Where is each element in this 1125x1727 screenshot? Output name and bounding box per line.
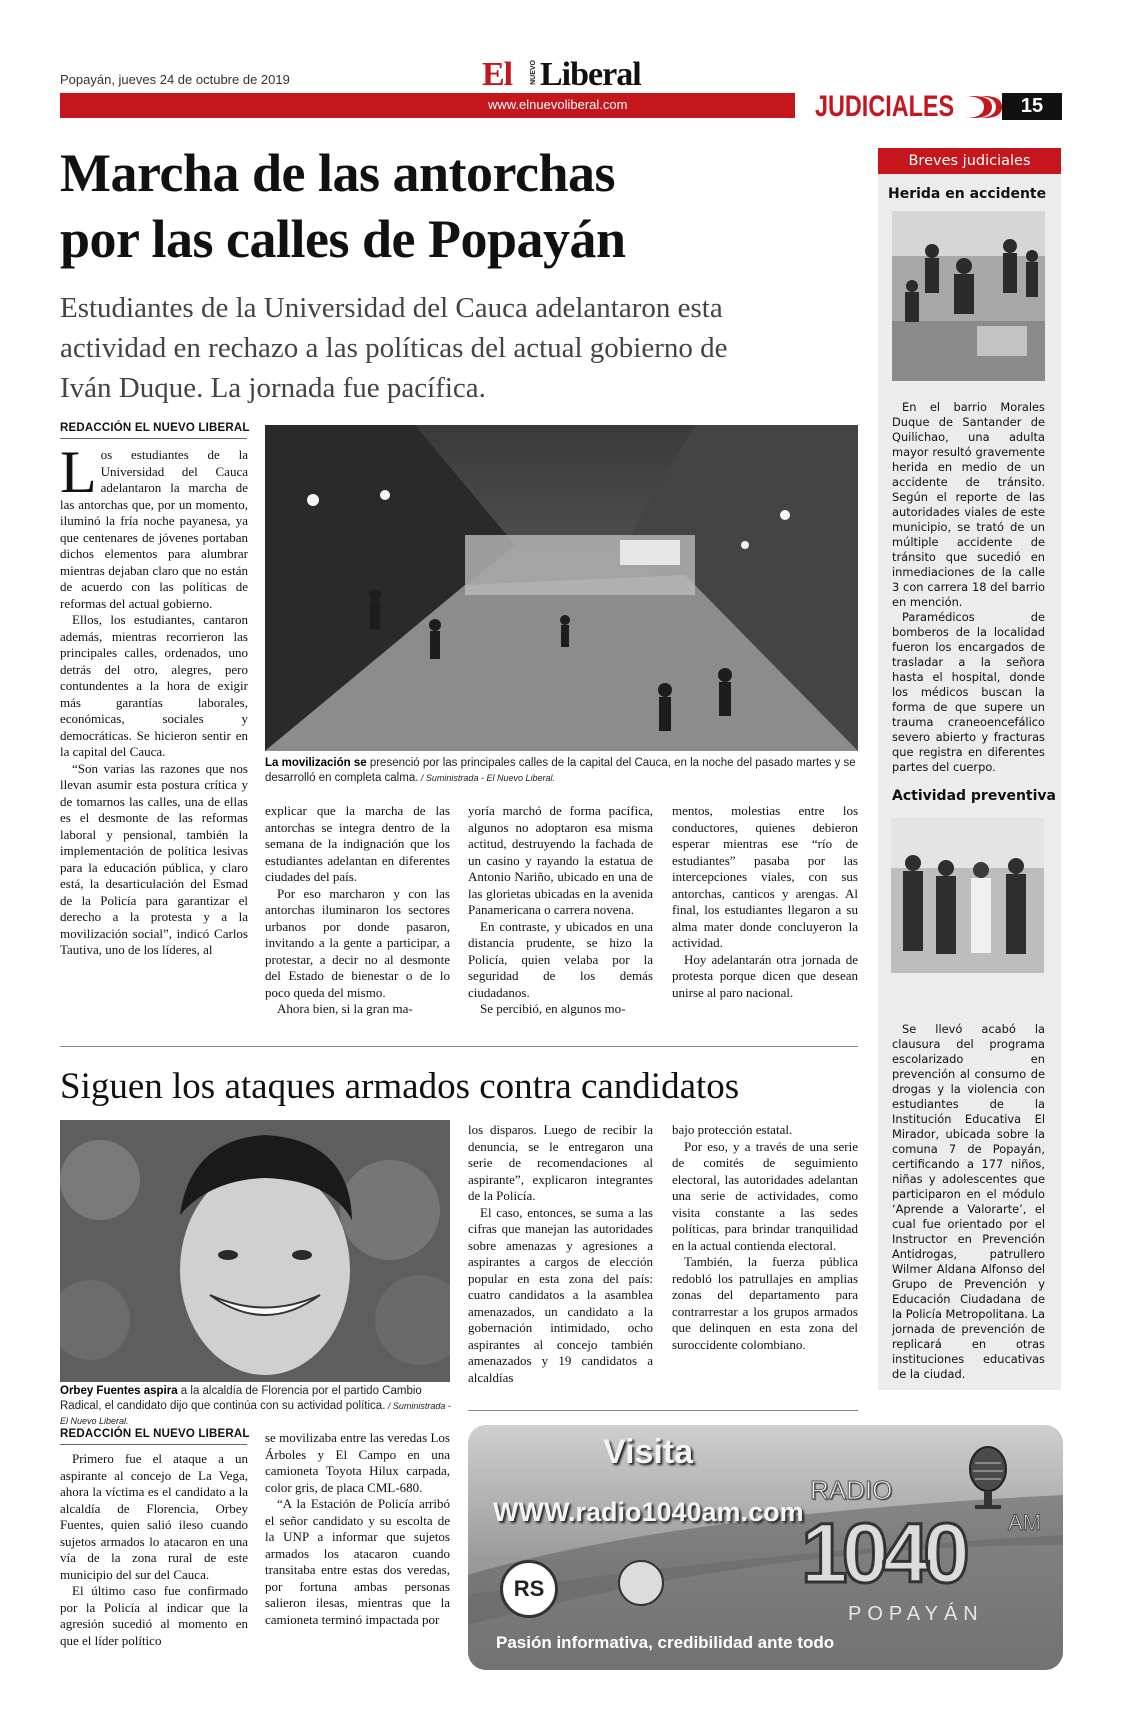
accident-photo [892, 211, 1045, 381]
byline-rule [60, 1444, 247, 1445]
paragraph-text: os estudiantes de la Universidad del Cauca adelantaron la marcha de las antorchas que, por un momento, iluminó la fría noche payanesa, ya que centenares de jóvenes portaban dichos elementos para alumbrar mientras dejaban claro que no están de acuerdo con las políticas de reformas del actual gobierno. [60, 447, 248, 611]
article2-byline: REDACCIÓN EL NUEVO LIBERAL [60, 1428, 250, 1440]
candidate-photo-image [60, 1120, 450, 1382]
page-number: 15 [1002, 93, 1062, 120]
ad-visita: Visita [603, 1433, 694, 1471]
issue-date: Popayán, jueves 24 de octubre de 2019 [60, 72, 290, 87]
caption-text: presenció por las principales calles de la capital del Cauca, en la noche del pasado martes y se desarrolló en completa calma. [265, 757, 856, 784]
dropcap: L [60, 439, 97, 505]
brief-text [892, 1022, 1045, 1382]
rs-logo: RS [500, 1560, 558, 1618]
paragraph: En contraste, y ubicados en una distancia prudente, se hizo la Policía, quien velaba por la seguridad de los demás ciudadanos. [468, 918, 653, 1000]
article2-column-3 [468, 1122, 653, 1386]
ad-frequency: 1040 [801, 1506, 964, 1600]
logo-liberal: Liberal [540, 56, 641, 93]
march-photo [265, 425, 858, 751]
deck-line-1: Estudiantes de la Universidad del Cauca adelantaron esta [60, 292, 723, 324]
article-divider [60, 1046, 858, 1047]
article2-headline: Siguen los ataques armados contra candidatos [60, 1066, 740, 1107]
candidate-photo [60, 1120, 450, 1382]
paragraph: “Son varias las razones que nos llevan asumir esta postura crítica y de tomarnos las calles, una de ellas es el desmonte de las reformas laboral y pensional, también la implementación de política lesivas para la educación pública, y claro está, la desarticulación del Esmad de la Policía para garantizar el derecho a la protesta y a la movilización social”, indicó Carlos Tautiva, uno de los líderes, al [60, 760, 248, 957]
section-title: JUDICIALES [815, 90, 955, 123]
accident-photo-image [892, 211, 1045, 381]
headline-line-2: por las calles de Popayán [60, 209, 626, 269]
microphone-icon [953, 1443, 1023, 1513]
ad-am: AM [1008, 1510, 1041, 1535]
paragraph: los disparos. Luego de recibir la denuncia, se le entregaron una serie de recomendaciones al aspirante”, explicaron integrantes de la Policía. [468, 1122, 653, 1203]
paragraph [60, 439, 248, 612]
logo-el: El [482, 56, 513, 93]
paragraph: El caso, entonces, se suma a las cifras que manejan las autoridades sobre amenazas y agresiones a aspirantes a cargos de elección popular en esta zona del país: cuatro candidatos a la asamblea amenazados, un candidato a la gobernación intimidado, ocho aspirantes al concejo también amenazados y 19 candidatos a alcaldías [468, 1204, 653, 1385]
logo-nuevo: NUEVO [530, 60, 537, 85]
article2-column-4 [672, 1122, 858, 1353]
article-headline [60, 140, 800, 272]
paragraph: Primero fue el ataque a un aspirante al concejo de La Vega, ahora la víctima es el candidato a la alcaldía de Florencia, Orbey Fuentes, quien salió ileso cuando sujetos armados lo atacaron en una vía de la zona rural de este municipio del sur del Cauca. [60, 1451, 248, 1582]
headline-line-1: Marcha de las antorchas [60, 143, 615, 203]
ad-url[interactable]: WWW.radio1040am.com [493, 1497, 804, 1527]
paragraph: Ellos, los estudiantes, cantaron además, mientras recorrieron las principales calles, ordenados, uno detrás del otro, alegres, pero contundentes a la hora de exigir más garantías laborales, económicas, sociales y democráticas. Se hicieron sentir en la capital del Cauca. [60, 612, 248, 759]
march-photo-image [265, 425, 858, 751]
paragraph: Se llevó acabó la clausura del programa escolarizado en prevención al consumo de drogas y la violencia con estudiantes de la Institución Educativa El Mirador, ubicada sobre la comuna 7 de Popayán, certificando a 177 niños, niñas y adolescentes que participaron en el módulo ‘Aprende a Valorarte’, el cual fue orientado por el Instructor en Prevención Antidrogas, patrullero Wilmer Aldana Alfonso del Grupo de Prevención y Educación Ciudadana de la Policía Metropolitana. La jornada de prevención de replicará en otras instituciones educativas de la ciudad. [892, 1022, 1045, 1381]
paragraph: El último caso fue confirmado por la Policía al indicar que la agresión sucedió al momento en que el líder político [60, 1583, 248, 1648]
paragraph: yoría marchó de forma pacífica, algunos no adoptaron esa misma actitud, destruyendo la fachada de un casino y rayando la estatua de Antonio Nariño, ubicado en una de las glorietas ubicadas en la avenida Panamericana o carrera novena. [468, 803, 653, 917]
article1-column-1 [60, 439, 248, 959]
article1-column-2 [265, 803, 450, 1018]
paragraph: “A la Estación de Policía arribó el señor candidato y su escolta de la UNP a informar que sujetos armados los atacaron cuando transitaba entre estas dos veredas, por fortuna ambas personas salieron ilesas, mientras que la camioneta terminó impactada por [265, 1496, 450, 1627]
section-arrow-icon [962, 94, 1002, 120]
site-url[interactable]: www.elnuevoliberal.com [488, 97, 628, 112]
brief-title: Herida en accidente [888, 186, 1047, 202]
sidebar-tab: Breves judiciales [878, 148, 1061, 174]
article2-column-1 [60, 1451, 248, 1649]
ad-divider [468, 1410, 858, 1411]
march-photo-caption [265, 756, 860, 786]
caption-credit: / Suministrada - El Nuevo Liberal. [60, 1401, 451, 1426]
ad-slogan: Pasión informativa, credibilidad ante todo [496, 1633, 835, 1652]
paragraph: Ahora bien, si la gran ma- [277, 1001, 413, 1016]
deck-line-2: actividad en rechazo a las políticas del actual gobierno de [60, 332, 728, 364]
police-photo [891, 818, 1044, 973]
paragraph: mentos, molestias entre los conductores, quienes debieron esperar mientras ese “río de estudiantes” pasaba por las intercepciones viales, con sus antorchas, canticos y arengas. Al final, los estudiantes llegaron a su alma mater donde concluyeron la actividad. [672, 803, 858, 950]
paragraph: se movilizaba entre las veredas Los Árboles y El Campo en una camioneta Toyota Hilux carpada, color gris, de placa CML-680. [265, 1430, 450, 1495]
caption-text: a la alcaldía de Florencia por el partido Cambio Radical, el candidato dijo que continúa con su actividad política. [60, 1385, 422, 1412]
article-deck [60, 288, 860, 408]
ad-radio-label: RADIO [810, 1475, 893, 1505]
police-photo-image [891, 818, 1044, 973]
ad-city: POPAYÁN [848, 1603, 984, 1625]
article2-column-2 [265, 1430, 450, 1628]
paragraph: Hoy adelantarán otra jornada de protesta porque dicen que desean unirse al paro nacional. [672, 951, 858, 1000]
byline: REDACCIÓN EL NUEVO LIBERAL [60, 422, 250, 434]
caption-credit: / Suministrada - El Nuevo Liberal. [418, 773, 555, 783]
caption-lead: Orbey Fuentes aspira [60, 1385, 178, 1397]
paragraph: También, la fuerza pública redobló los patrullajes en amplias zonas del departamento para contrarrestar a los grupos armados que delinquen en esta zona del suroccidente colombiano. [672, 1254, 858, 1352]
paragraph: Por eso, y a través de una serie de comités de seguimiento electoral, las autoridades adelantan una serie de actividades, como visita constante a las sedes políticas, para brindar tranquilidad en la actual contienda electoral. [672, 1138, 858, 1253]
caption-lead: La movilización se [265, 757, 367, 769]
paragraph: Paramédicos de bomberos de la localidad fueron los encargados de trasladar a la señora hasta el hospital, donde los médicos buscan la forma de que supere un trauma craneoencefálico severo abierto y fracturas que registra en diferentes partes del cuerpo. [892, 610, 1045, 774]
article1-column-3 [468, 803, 653, 1018]
brief-text [892, 400, 1045, 775]
paragraph: Por eso marcharon y con las antorchas iluminaron los sectores urbanos por donde pasaron, invitando a la gente a participar, a protestar, a decir no al desmonte del Estado de bienestar o de lo poco queda del mismo. [265, 885, 450, 1000]
paragraph: Se percibió, en algunos mo- [480, 1001, 626, 1016]
brief-title: Actividad preventiva [892, 788, 1056, 804]
candidate-photo-caption [60, 1384, 455, 1429]
radio-advertisement[interactable] [468, 1425, 1063, 1670]
header-red-bar [60, 93, 795, 118]
paragraph: En el barrio Morales Duque de Santander de Quilichao, una adulta mayor resultó gravemente herida en medio de un accidente de tránsito. Según el reporte de las autoridades viales de este municipio, se trató de un múltiple accidente de tránsito que sucedió en inmediaciones de la calle 3 con carrera 18 del barrio en mención. [892, 400, 1045, 609]
paragraph: bajo protección estatal. [672, 1122, 793, 1137]
article1-column-4 [672, 803, 858, 1001]
paragraph: explicar que la marcha de las antorchas se integra dentro de la semana de la indignación que los estudiantes adelantan en diferentes ciudades del país. [265, 803, 450, 884]
deck-line-3: Iván Duque. La jornada fue pacífica. [60, 372, 486, 404]
ad-emblem-icon [618, 1560, 664, 1606]
newspaper-logo [482, 56, 642, 92]
